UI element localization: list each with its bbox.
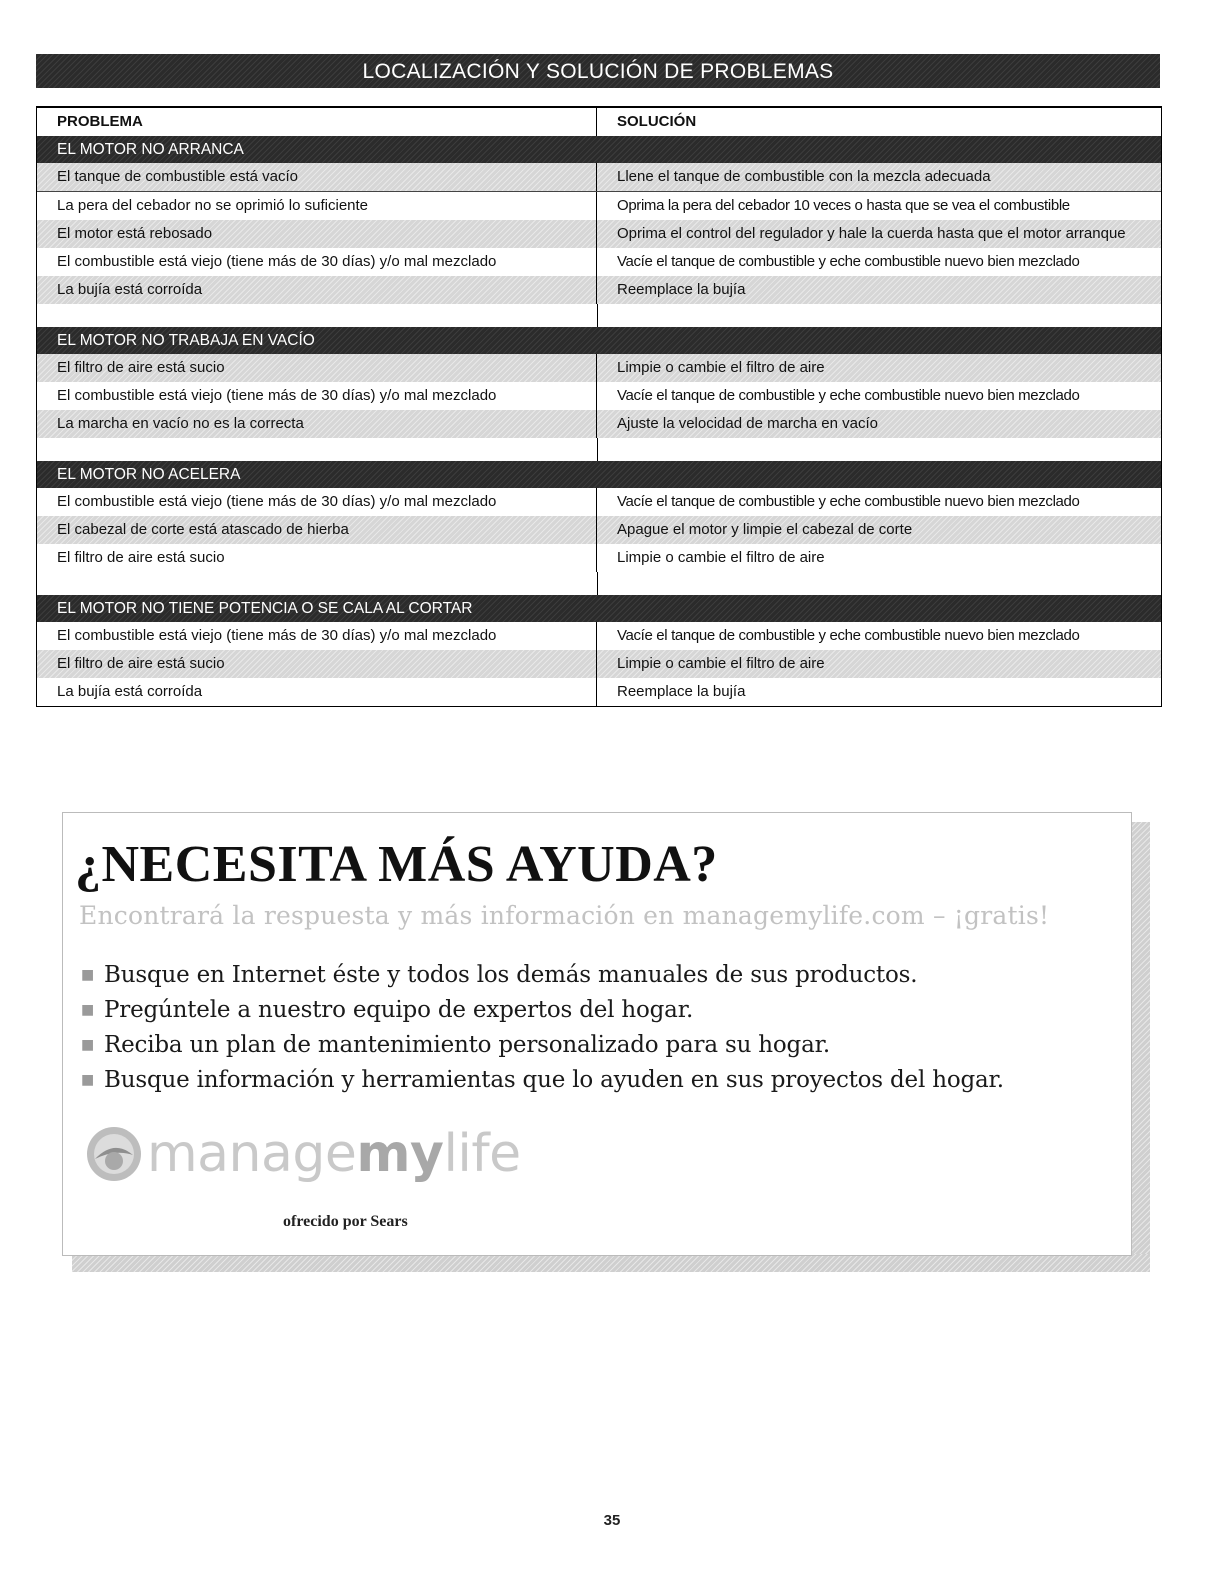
help-subtitle: Encontrará la respuesta y más información en managemylife.com – ¡gratis! bbox=[79, 901, 1050, 930]
solution-cell: Vacíe el tanque de combustible y eche combustible nuevo bien mezclado bbox=[617, 387, 1080, 404]
section-spacer bbox=[37, 304, 1161, 327]
section-heading: EL MOTOR NO TIENE POTENCIA O SE CALA AL CORTAR bbox=[37, 595, 1161, 622]
problem-cell: El filtro de aire está sucio bbox=[37, 354, 597, 382]
problem-cell: El motor está rebosado bbox=[37, 220, 597, 248]
logo-wordmark bbox=[147, 1125, 521, 1183]
table-row bbox=[37, 678, 1161, 707]
problem-cell: El combustible está viejo (tiene más de 30 días) y/o mal mezclado bbox=[37, 382, 597, 410]
table-row bbox=[37, 622, 1161, 650]
bullet-icon: ■ bbox=[81, 1037, 95, 1053]
solution-cell: Ajuste la velocidad de marcha en vacío bbox=[617, 415, 878, 432]
column-header-solution: SOLUCIÓN bbox=[617, 113, 697, 130]
managemylife-logo bbox=[85, 1125, 521, 1183]
help-box-shadow bbox=[72, 1254, 1150, 1272]
table-row bbox=[37, 276, 1161, 304]
problem-cell: El combustible está viejo (tiene más de 30 días) y/o mal mezclado bbox=[37, 488, 597, 516]
section-heading: EL MOTOR NO TRABAJA EN VACÍO bbox=[37, 327, 1161, 354]
solution-cell: Limpie o cambie el filtro de aire bbox=[617, 549, 825, 566]
list-item-text: Pregúntele a nuestro equipo de expertos del hogar. bbox=[104, 997, 694, 1023]
table-row bbox=[37, 544, 1161, 572]
list-item-text: Busque en Internet éste y todos los demás manuales de sus productos. bbox=[104, 962, 918, 988]
table-row bbox=[37, 220, 1161, 248]
page-number: 35 bbox=[603, 1512, 621, 1529]
solution-cell: Limpie o cambie el filtro de aire bbox=[617, 655, 825, 672]
solution-cell: Llene el tanque de combustible con la mezcla adecuada bbox=[617, 168, 991, 185]
list-item bbox=[81, 993, 1004, 1028]
solution-cell: Vacíe el tanque de combustible y eche combustible nuevo bien mezclado bbox=[617, 253, 1080, 270]
column-header-problem: PROBLEMA bbox=[37, 108, 597, 136]
solution-cell: Reemplace la bujía bbox=[617, 281, 746, 298]
bullet-icon: ■ bbox=[81, 1072, 95, 1088]
offered-by-text: ofrecido por Sears bbox=[283, 1213, 408, 1230]
logo-text-bold: my bbox=[356, 1124, 444, 1184]
table-row bbox=[37, 191, 1161, 220]
table-header-row bbox=[37, 106, 1161, 136]
solution-cell: Oprima el control del regulador y hale la cuerda hasta que el motor arranque bbox=[617, 225, 1126, 242]
logo-swirl-icon bbox=[85, 1125, 143, 1183]
list-item bbox=[81, 1063, 1004, 1098]
list-item bbox=[81, 958, 1004, 993]
table-row bbox=[37, 650, 1161, 678]
bullet-icon: ■ bbox=[81, 1002, 95, 1018]
table-row bbox=[37, 354, 1161, 382]
help-title: ¿NECESITA MÁS AYUDA? bbox=[75, 836, 718, 893]
problem-cell: El filtro de aire está sucio bbox=[37, 544, 597, 572]
section-heading: EL MOTOR NO ARRANCA bbox=[37, 136, 1161, 163]
problem-cell: El cabezal de corte está atascado de hierba bbox=[37, 516, 597, 544]
solution-cell: Vacíe el tanque de combustible y eche combustible nuevo bien mezclado bbox=[617, 627, 1080, 644]
problem-cell: El combustible está viejo (tiene más de 30 días) y/o mal mezclado bbox=[37, 622, 597, 650]
help-box-shadow bbox=[1130, 822, 1150, 1266]
logo-text-light: manage bbox=[147, 1124, 357, 1184]
table-row bbox=[37, 516, 1161, 544]
table-row bbox=[37, 382, 1161, 410]
table-row bbox=[37, 248, 1161, 276]
table-row bbox=[37, 410, 1161, 438]
help-benefits-list bbox=[81, 958, 1004, 1098]
troubleshooting-table bbox=[36, 106, 1162, 707]
section-spacer bbox=[37, 438, 1161, 461]
solution-cell: Limpie o cambie el filtro de aire bbox=[617, 359, 825, 376]
problem-cell: El combustible está viejo (tiene más de 30 días) y/o mal mezclado bbox=[37, 248, 597, 276]
table-row bbox=[37, 163, 1161, 191]
logo-text-end: life bbox=[443, 1124, 521, 1184]
section-heading: EL MOTOR NO ACELERA bbox=[37, 461, 1161, 488]
problem-cell: La pera del cebador no se oprimió lo suficiente bbox=[37, 192, 597, 220]
solution-cell: Oprima la pera del cebador 10 veces o hasta que se vea el combustible bbox=[617, 197, 1070, 214]
bullet-icon: ■ bbox=[81, 967, 95, 983]
help-promo-box bbox=[62, 812, 1132, 1256]
problem-cell: El filtro de aire está sucio bbox=[37, 650, 597, 678]
page-title: LOCALIZACIÓN Y SOLUCIÓN DE PROBLEMAS bbox=[36, 54, 1160, 88]
problem-cell: El tanque de combustible está vacío bbox=[37, 163, 597, 191]
problem-cell: La bujía está corroída bbox=[37, 678, 597, 706]
table-row bbox=[37, 488, 1161, 516]
solution-cell: Vacíe el tanque de combustible y eche combustible nuevo bien mezclado bbox=[617, 493, 1080, 510]
list-item-text: Reciba un plan de mantenimiento personalizado para su hogar. bbox=[104, 1032, 830, 1058]
solution-cell: Apague el motor y limpie el cabezal de corte bbox=[617, 521, 913, 538]
problem-cell: La bujía está corroída bbox=[37, 276, 597, 304]
list-item-text: Busque información y herramientas que lo ayuden en sus proyectos del hogar. bbox=[104, 1067, 1004, 1093]
list-item bbox=[81, 1028, 1004, 1063]
section-spacer bbox=[37, 572, 1161, 595]
problem-cell: La marcha en vacío no es la correcta bbox=[37, 410, 597, 438]
solution-cell: Reemplace la bujía bbox=[617, 683, 746, 700]
